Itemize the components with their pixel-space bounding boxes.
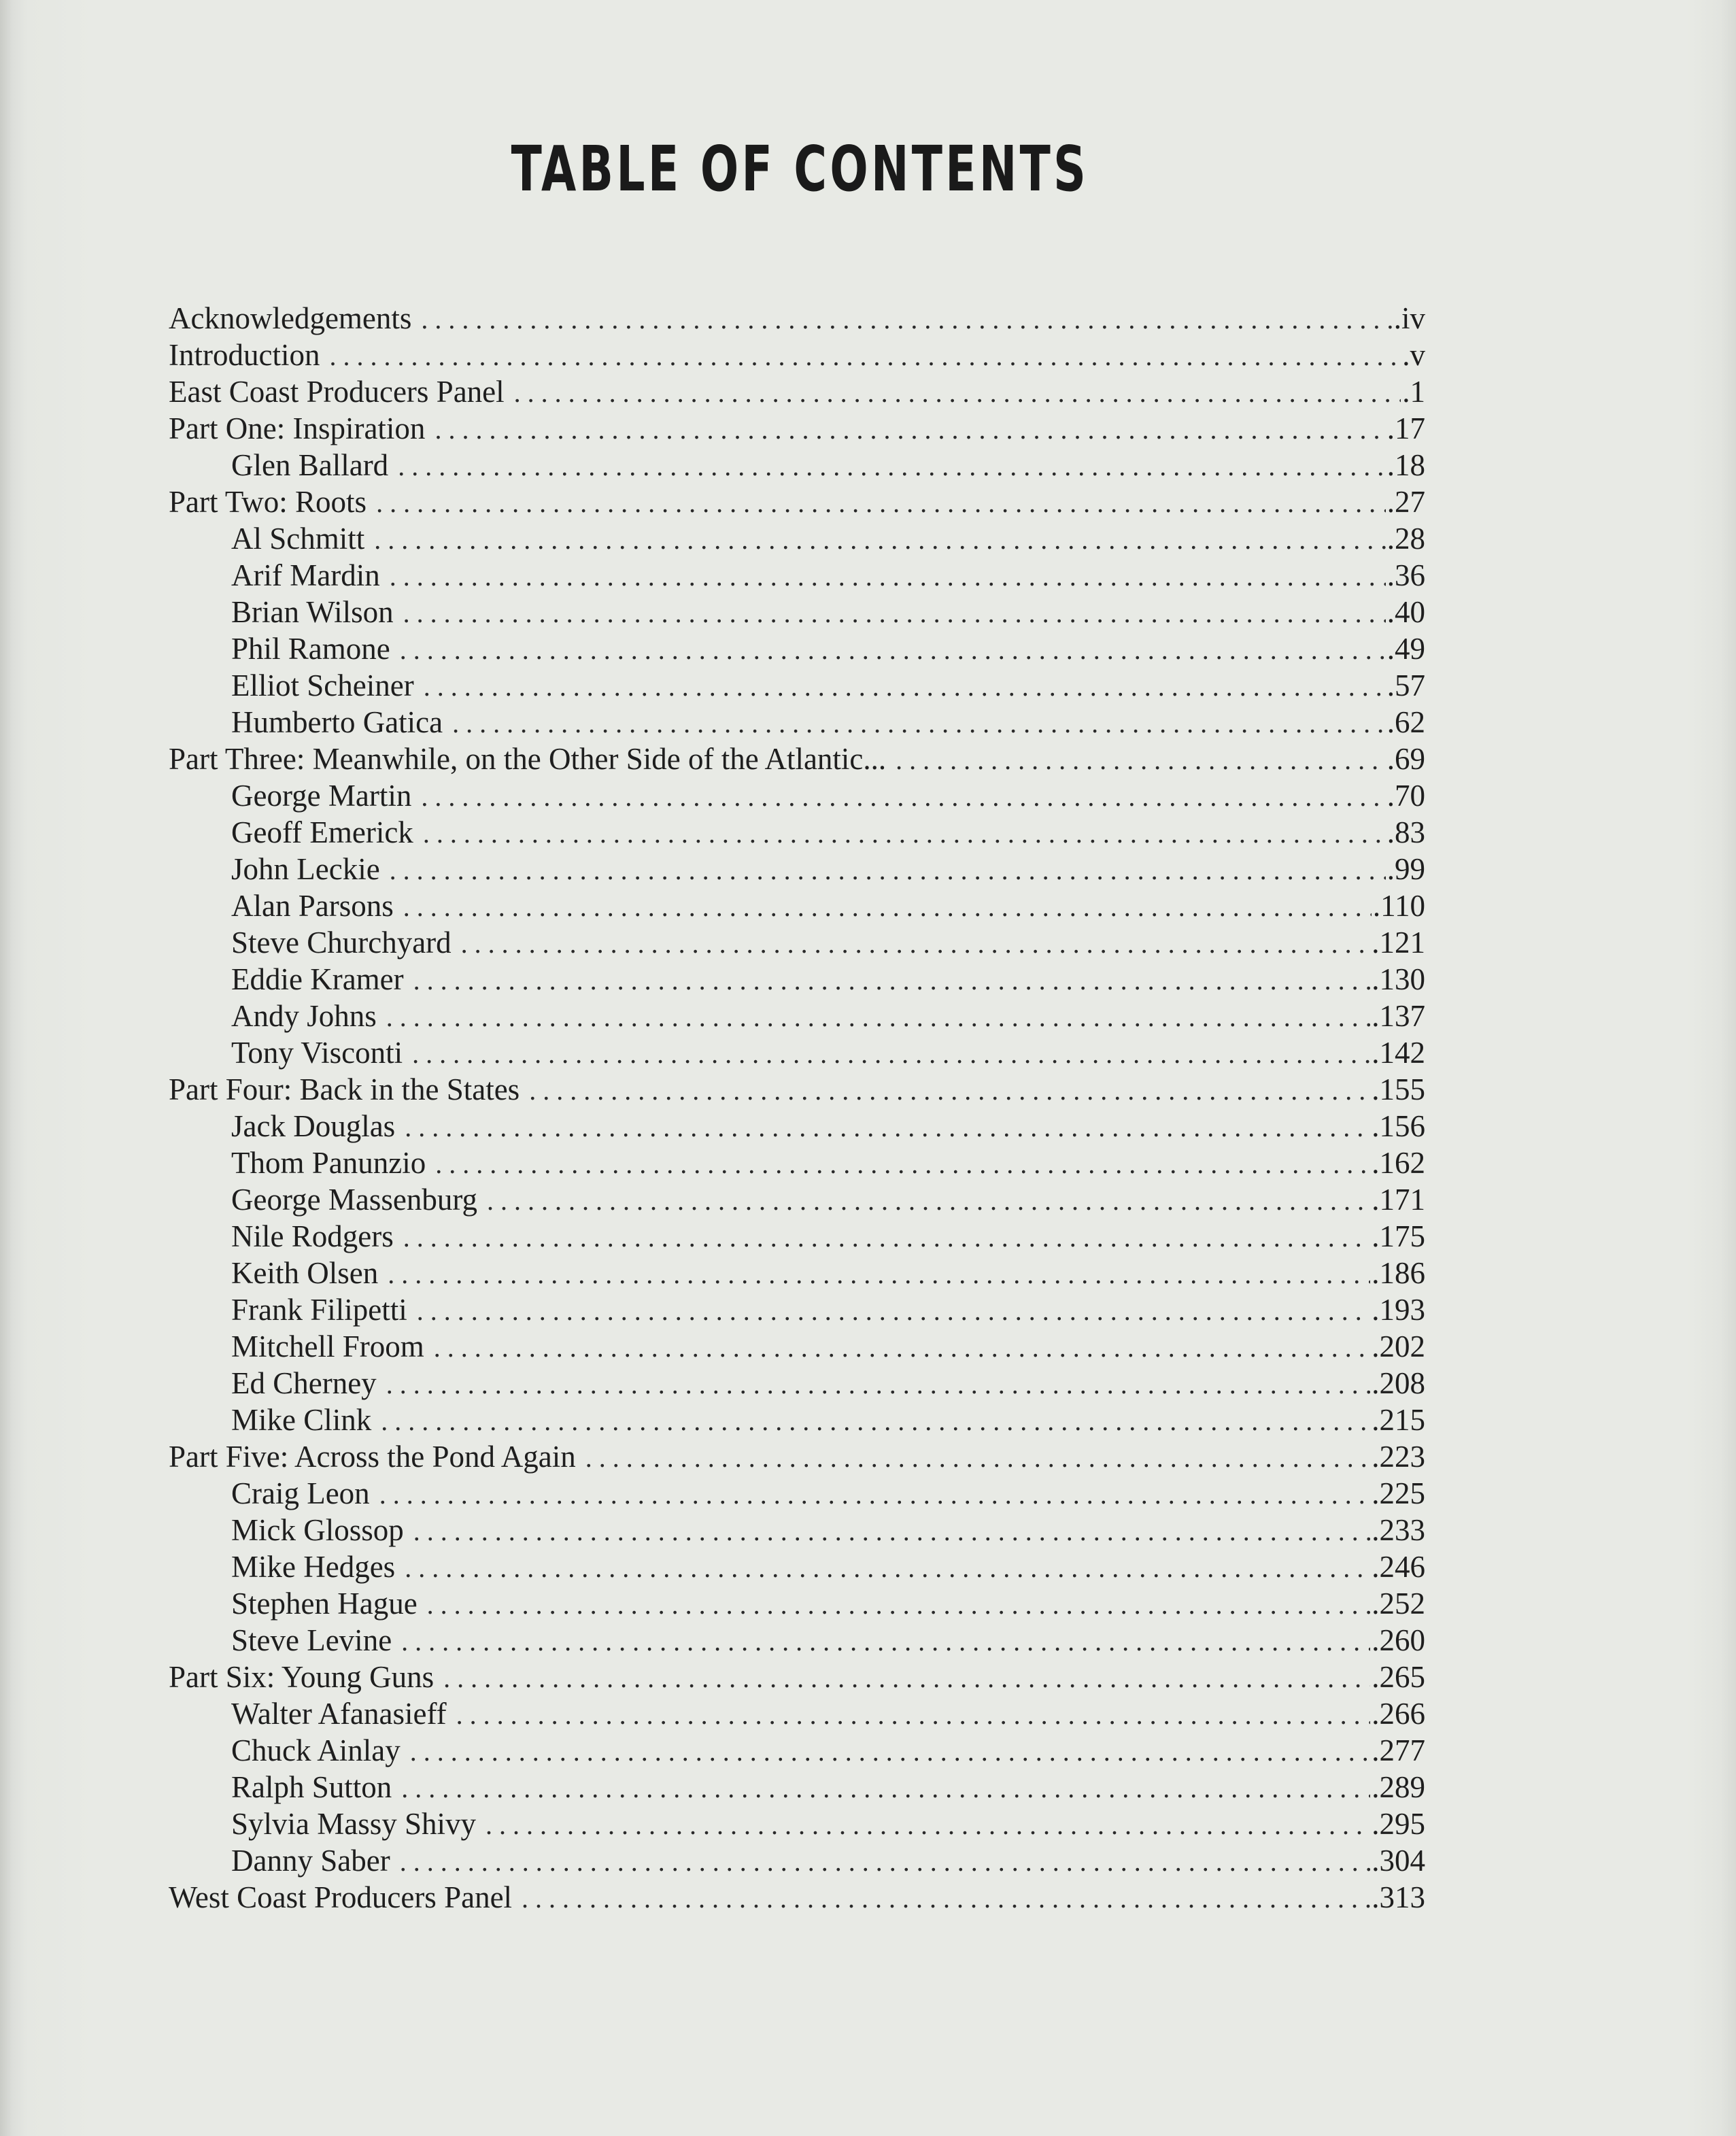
toc-entry	[169, 447, 1425, 484]
toc-entry-page: .137	[1372, 999, 1425, 1033]
toc-entry-title: Part One: Inspiration	[169, 411, 426, 445]
toc-entry-page: .171	[1372, 1183, 1425, 1217]
toc-entry-page: .40	[1386, 595, 1425, 629]
toc-dot-leader	[390, 852, 1386, 887]
toc-entry-page: .289	[1372, 1770, 1425, 1804]
toc-entry-title: Walter Afanasieff	[231, 1697, 447, 1731]
toc-dot-leader	[403, 595, 1386, 630]
toc-entry-page: .121	[1372, 926, 1425, 960]
toc-entry	[169, 924, 1425, 961]
toc-entry-title: Eddie Kramer	[231, 962, 404, 996]
toc-entry-page: .162	[1372, 1146, 1425, 1180]
toc-dot-leader	[427, 1587, 1371, 1622]
toc-entry	[169, 1438, 1425, 1475]
toc-dot-leader	[381, 1403, 1370, 1438]
toc-dot-leader	[401, 1623, 1370, 1659]
toc-entry	[169, 1879, 1425, 1916]
toc-dot-leader	[329, 338, 1401, 373]
toc-entry-title: Ralph Sutton	[231, 1770, 392, 1804]
toc-entry-page: .155	[1372, 1072, 1425, 1106]
toc-entry	[169, 961, 1425, 998]
toc-dot-leader	[410, 1733, 1371, 1769]
toc-dot-leader	[412, 1036, 1370, 1071]
toc-entry-title: Jack Douglas	[231, 1109, 396, 1143]
toc-entry	[169, 1328, 1425, 1365]
toc-entry-page: .36	[1386, 558, 1425, 592]
toc-entry-page: .70	[1386, 779, 1425, 813]
toc-dot-leader	[390, 558, 1386, 594]
toc-dot-leader	[461, 926, 1371, 961]
toc-entry-page: .175	[1372, 1219, 1425, 1253]
toc-entry	[169, 1181, 1425, 1218]
toc-entry-page: .193	[1372, 1293, 1425, 1327]
toc-entry-page: .252	[1372, 1587, 1425, 1621]
toc-dot-leader	[386, 999, 1370, 1034]
toc-entry-title: Part Three: Meanwhile, on the Other Side of the Atlantic...	[169, 742, 887, 776]
toc-dot-leader	[452, 705, 1386, 741]
toc-dot-leader	[417, 1293, 1371, 1328]
toc-entry	[169, 1512, 1425, 1548]
table-of-contents	[169, 300, 1425, 1916]
toc-dot-leader	[388, 1256, 1370, 1291]
toc-entry-title: Brian Wilson	[231, 595, 394, 629]
toc-entry-page: .304	[1372, 1844, 1425, 1878]
toc-entry-title: East Coast Producers Panel	[169, 375, 505, 409]
toc-entry-page: .110	[1372, 889, 1425, 923]
toc-dot-leader	[421, 301, 1392, 337]
toc-entry	[169, 1218, 1425, 1255]
toc-entry	[169, 1402, 1425, 1438]
toc-entry-title: Nile Rodgers	[231, 1219, 394, 1253]
toc-entry-title: Steve Churchyard	[231, 926, 452, 960]
toc-entry	[169, 1622, 1425, 1659]
toc-dot-leader	[400, 1844, 1371, 1879]
toc-entry-page: .17	[1386, 411, 1425, 445]
toc-entry-page: .69	[1386, 742, 1425, 776]
toc-entry	[169, 594, 1425, 630]
toc-entry	[169, 704, 1425, 741]
toc-entry-page: .246	[1372, 1550, 1425, 1584]
toc-entry	[169, 1769, 1425, 1806]
toc-entry	[169, 1695, 1425, 1732]
toc-entry	[169, 998, 1425, 1034]
toc-entry	[169, 1034, 1425, 1071]
toc-entry-title: Humberto Gatica	[231, 705, 443, 739]
toc-entry-page: .186	[1372, 1256, 1425, 1290]
toc-entry	[169, 373, 1425, 410]
toc-dot-leader	[435, 1146, 1370, 1181]
toc-entry	[169, 1806, 1425, 1842]
toc-entry	[169, 741, 1425, 777]
toc-dot-leader	[514, 375, 1401, 410]
toc-entry-title: West Coast Producers Panel	[169, 1880, 513, 1914]
toc-entry-page: .99	[1386, 852, 1425, 886]
toc-entry	[169, 1475, 1425, 1512]
toc-dot-leader	[487, 1183, 1370, 1218]
toc-entry	[169, 1585, 1425, 1622]
toc-entry-title: Phil Ramone	[231, 632, 390, 666]
toc-entry	[169, 1108, 1425, 1145]
toc-entry-title: Alan Parsons	[231, 889, 394, 923]
toc-entry-page: .265	[1372, 1660, 1425, 1694]
toc-dot-leader	[486, 1807, 1370, 1842]
toc-entry-title: Steve Levine	[231, 1623, 392, 1657]
toc-dot-leader	[413, 962, 1371, 998]
toc-entry	[169, 777, 1425, 814]
toc-dot-leader	[405, 1109, 1370, 1145]
toc-dot-leader	[424, 668, 1386, 704]
toc-entry-page: .260	[1372, 1623, 1425, 1657]
toc-entry-title: Acknowledgements	[169, 301, 412, 335]
toc-dot-leader	[522, 1880, 1370, 1916]
toc-dot-leader	[403, 1219, 1371, 1255]
toc-entry-title: Arif Mardin	[231, 558, 380, 592]
toc-dot-leader	[585, 1440, 1371, 1475]
toc-entry-title: Sylvia Massy Shivy	[231, 1807, 477, 1841]
toc-entry-title: Craig Leon	[231, 1476, 370, 1510]
toc-dot-leader	[456, 1697, 1371, 1732]
toc-entry-title: Mitchell Froom	[231, 1329, 424, 1363]
toc-dot-leader	[398, 448, 1386, 484]
toc-entry-title: Frank Filipetti	[231, 1293, 407, 1327]
toc-dot-leader	[386, 1366, 1371, 1402]
toc-dot-leader	[529, 1072, 1370, 1108]
toc-dot-leader	[413, 1513, 1370, 1548]
toc-entry	[169, 337, 1425, 373]
toc-dot-leader	[400, 632, 1386, 667]
toc-dot-leader	[401, 1770, 1370, 1806]
toc-entry	[169, 520, 1425, 557]
page-title: TABLE OF CONTENTS	[511, 133, 1089, 205]
toc-entry-title: Elliot Scheiner	[231, 668, 414, 702]
toc-entry	[169, 814, 1425, 851]
toc-entry	[169, 1145, 1425, 1181]
toc-dot-leader	[374, 522, 1385, 557]
toc-entry-title: Al Schmitt	[231, 522, 365, 556]
toc-entry-title: Ed Cherney	[231, 1366, 377, 1400]
toc-dot-leader	[405, 1550, 1370, 1585]
toc-entry-page: .iv	[1393, 301, 1425, 335]
toc-entry-page: .57	[1386, 668, 1425, 702]
toc-dot-leader	[376, 485, 1386, 520]
toc-entry	[169, 851, 1425, 887]
toc-entry-page: .28	[1386, 522, 1425, 556]
toc-entry-page: .156	[1372, 1109, 1425, 1143]
toc-entry-page: .295	[1372, 1807, 1425, 1841]
toc-entry	[169, 1732, 1425, 1769]
toc-dot-leader	[403, 889, 1372, 924]
toc-entry	[169, 887, 1425, 924]
toc-entry	[169, 1842, 1425, 1879]
toc-entry	[169, 1071, 1425, 1108]
toc-entry-title: Mike Clink	[231, 1403, 372, 1437]
toc-entry-title: Mick Glossop	[231, 1513, 404, 1547]
toc-entry-title: Part Five: Across the Pond Again	[169, 1440, 576, 1474]
toc-dot-leader	[434, 1329, 1371, 1365]
toc-entry	[169, 630, 1425, 667]
toc-entry-page: .83	[1386, 815, 1425, 849]
toc-entry-page: .313	[1372, 1880, 1425, 1914]
toc-entry-page: .49	[1386, 632, 1425, 666]
toc-entry	[169, 484, 1425, 520]
toc-entry-page: .27	[1386, 485, 1425, 519]
toc-entry-title: Andy Johns	[231, 999, 377, 1033]
toc-entry-page: .1	[1402, 375, 1425, 409]
toc-entry-page: .142	[1372, 1036, 1425, 1070]
toc-dot-leader	[435, 411, 1385, 447]
toc-entry-page: .266	[1372, 1697, 1425, 1731]
toc-entry-page: .223	[1372, 1440, 1425, 1474]
toc-entry	[169, 1291, 1425, 1328]
toc-entry-title: Danny Saber	[231, 1844, 390, 1878]
toc-dot-leader	[423, 815, 1386, 851]
toc-entry-title: George Martin	[231, 779, 412, 813]
toc-entry-page: .233	[1372, 1513, 1425, 1547]
toc-dot-leader	[443, 1660, 1370, 1695]
toc-entry	[169, 1659, 1425, 1695]
toc-entry-title: Tony Visconti	[231, 1036, 403, 1070]
toc-dot-leader	[896, 742, 1386, 777]
toc-entry-title: Part Four: Back in the States	[169, 1072, 520, 1106]
toc-entry	[169, 410, 1425, 447]
toc-entry-page: .208	[1372, 1366, 1425, 1400]
toc-entry-title: Part Six: Young Guns	[169, 1660, 435, 1694]
toc-entry	[169, 1365, 1425, 1402]
toc-entry-page: .202	[1372, 1329, 1425, 1363]
toc-entry-title: George Massenburg	[231, 1183, 478, 1217]
toc-entry-title: Thom Panunzio	[231, 1146, 426, 1180]
toc-entry-title: Keith Olsen	[231, 1256, 379, 1290]
toc-entry-title: Glen Ballard	[231, 448, 389, 482]
toc-entry-title: John Leckie	[231, 852, 380, 886]
toc-entry-page: .62	[1386, 705, 1425, 739]
toc-dot-leader	[379, 1476, 1371, 1512]
toc-dot-leader	[421, 779, 1385, 814]
toc-entry-page: .215	[1372, 1403, 1425, 1437]
toc-entry-page: .18	[1386, 448, 1425, 482]
toc-entry-title: Chuck Ainlay	[231, 1733, 401, 1767]
toc-entry-page: .130	[1372, 962, 1425, 996]
toc-entry-page: .225	[1372, 1476, 1425, 1510]
toc-entry-page: .277	[1372, 1733, 1425, 1767]
toc-entry	[169, 557, 1425, 594]
toc-entry-title: Introduction	[169, 338, 320, 372]
toc-entry-title: Stephen Hague	[231, 1587, 418, 1621]
toc-entry	[169, 667, 1425, 704]
toc-entry-title: Geoff Emerick	[231, 815, 413, 849]
toc-entry	[169, 1548, 1425, 1585]
toc-entry-page: .v	[1402, 338, 1425, 372]
toc-entry	[169, 1255, 1425, 1291]
toc-entry-title: Mike Hedges	[231, 1550, 396, 1584]
toc-entry-title: Part Two: Roots	[169, 485, 367, 519]
toc-entry	[169, 300, 1425, 337]
